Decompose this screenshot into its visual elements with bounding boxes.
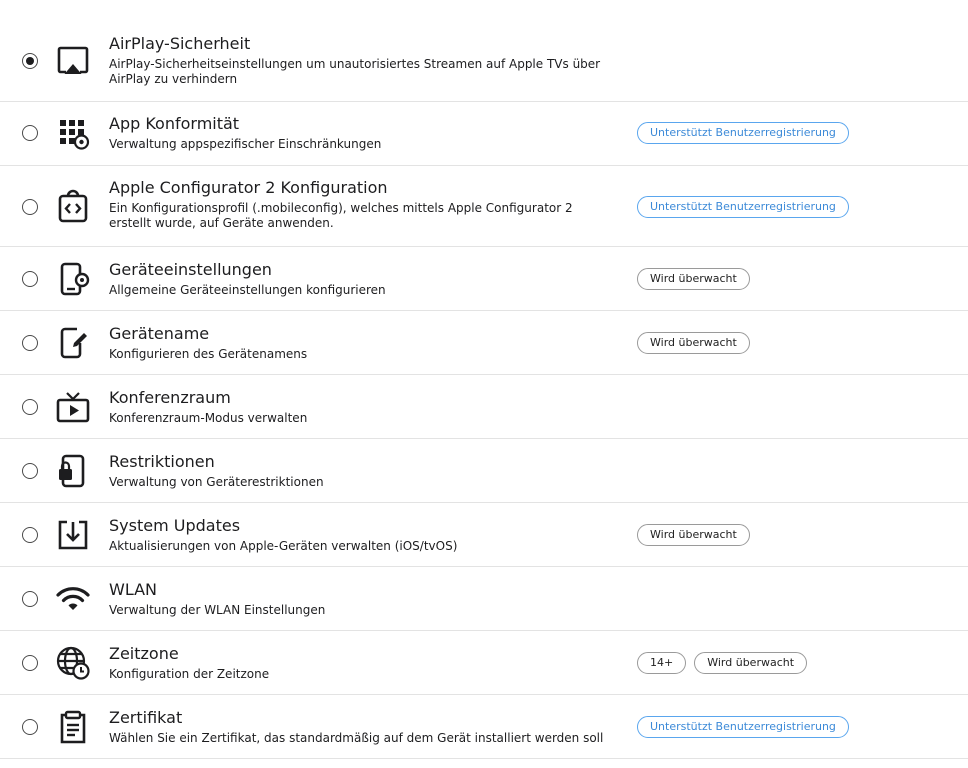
item-title: AirPlay-Sicherheit [109, 34, 251, 53]
item-description: AirPlay-Sicherheitseinstellungen um unautorisiertes Streamen auf Apple TVs über AirPlay zu verhindern [109, 57, 601, 86]
list-item-geraetename[interactable] [0, 311, 968, 375]
list-item-zertifikat[interactable] [0, 695, 968, 759]
radio-system-updates[interactable] [22, 527, 38, 543]
device-edit-icon [55, 325, 91, 361]
item-title: WLAN [109, 580, 158, 599]
radio-wlan[interactable] [22, 591, 38, 607]
item-description: Verwaltung appspezifischer Einschränkungen [109, 137, 382, 151]
list-item-wlan[interactable] [0, 567, 968, 631]
item-title: Restriktionen [109, 452, 215, 471]
item-description: Ein Konfigurationsprofil (.mobileconfig), welches mittels Apple Configurator 2 erstellt wurde, auf Geräte anwenden. [109, 201, 573, 230]
item-title: Geräteeinstellungen [109, 260, 272, 279]
tv-play-icon [55, 389, 91, 425]
badge-user-enrollment: Unterstützt Benutzerregistrierung [637, 196, 849, 218]
item-description: Wählen Sie ein Zertifikat, das standardmäßig auf dem Gerät installiert werden soll [109, 731, 604, 745]
badge-user-enrollment: Unterstützt Benutzerregistrierung [637, 122, 849, 144]
item-description: Aktualisierungen von Apple-Geräten verwalten (iOS/tvOS) [109, 539, 458, 553]
item-title: App Konformität [109, 114, 240, 133]
radio-zertifikat[interactable] [22, 719, 38, 735]
badge-supervised: Wird überwacht [637, 332, 750, 354]
radio-zeitzone[interactable] [22, 655, 38, 671]
list-item-geraeteeinstellungen[interactable] [0, 247, 968, 311]
item-description: Konferenzraum-Modus verwalten [109, 411, 308, 425]
item-title: Gerätename [109, 324, 210, 343]
list-item-apple-configurator[interactable] [0, 166, 968, 247]
badge-supervised: Wird überwacht [694, 652, 807, 674]
list-item-konferenzraum[interactable] [0, 375, 968, 439]
item-description: Allgemeine Geräteeinstellungen konfigurieren [109, 283, 386, 297]
list-item-airplay[interactable] [0, 0, 968, 102]
list-item-app-konformitaet[interactable] [0, 102, 968, 166]
apps-gear-icon [55, 115, 91, 151]
item-description: Verwaltung der WLAN Einstellungen [109, 603, 326, 617]
badge-supervised: Wird überwacht [637, 268, 750, 290]
item-description: Verwaltung von Geräterestriktionen [109, 475, 324, 489]
radio-restriktionen[interactable] [22, 463, 38, 479]
item-title: Zertifikat [109, 708, 183, 727]
globe-clock-icon [55, 645, 91, 681]
radio-airplay[interactable] [22, 53, 38, 69]
badge-supervised: Wird überwacht [637, 524, 750, 546]
list-item-restriktionen[interactable] [0, 439, 968, 503]
item-title: Konferenzraum [109, 388, 231, 407]
certificate-clipboard-icon [55, 709, 91, 745]
item-title: System Updates [109, 516, 241, 535]
badge-age: 14+ [637, 652, 686, 674]
item-description: Konfiguration der Zeitzone [109, 667, 270, 681]
wifi-icon [55, 581, 91, 617]
radio-apple-configurator[interactable] [22, 199, 38, 215]
radio-geraeteeinstellungen[interactable] [22, 271, 38, 287]
item-description: Konfigurieren des Gerätenamens [109, 347, 308, 361]
list-item-zeitzone[interactable] [0, 631, 968, 695]
radio-konferenzraum[interactable] [22, 399, 38, 415]
item-title: Apple Configurator 2 Konfiguration [109, 178, 388, 197]
radio-geraetename[interactable] [22, 335, 38, 351]
badge-user-enrollment: Unterstützt Benutzerregistrierung [637, 716, 849, 738]
list-item-system-updates[interactable] [0, 503, 968, 567]
airplay-icon [55, 43, 91, 79]
item-title: Zeitzone [109, 644, 179, 663]
radio-app-konformitaet[interactable] [22, 125, 38, 141]
download-box-icon [55, 517, 91, 553]
device-lock-icon [55, 453, 91, 489]
device-settings-icon [55, 261, 91, 297]
code-clipboard-icon [55, 189, 91, 225]
